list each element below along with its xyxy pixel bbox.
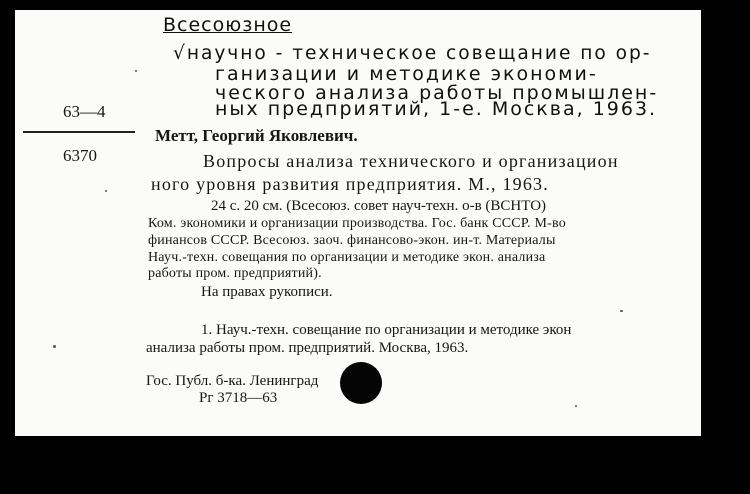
title-line-2: ного уровня развития предприятия. М., 1963.	[151, 174, 549, 194]
title-line-1: Вопросы анализа технического и организацион	[203, 151, 619, 171]
shelfmark: Рг 3718—63	[199, 390, 278, 406]
handwritten-line-4: ных предприятий, 1-е. Москва, 1963.	[215, 98, 658, 120]
handwritten-line-1: √научно - техническое совещание по ор-	[173, 42, 652, 64]
description-line-1: 24 с. 20 см. (Всесоюз. совет науч-техн. о-в (ВСНТО)	[211, 198, 547, 214]
description-line-2: Ком. экономики и организации производства. Гос. банк СССР. М-во	[148, 216, 566, 231]
handwritten-title: Всесоюзное	[163, 14, 293, 36]
description-line-4: Науч.-техн. совещания по организации и методике экон. анализа	[148, 250, 546, 265]
speck	[53, 345, 56, 348]
speck	[620, 310, 623, 312]
class-number-upper: 63—4	[63, 102, 106, 121]
subject-note-line-2: анализа работы пром. предприятий. Москва, 1963.	[146, 340, 469, 356]
speck	[135, 70, 137, 72]
handwritten-line-3: ческого анализа работы промышлен-	[215, 82, 659, 104]
library-name: Гос. Публ. б-ка. Ленинград	[146, 373, 319, 389]
author-heading: Метт, Георгий Яковлевич.	[155, 126, 358, 145]
description-line-5: работы пром. предприятий).	[148, 266, 322, 281]
catalog-card	[15, 10, 701, 436]
handwritten-line-2: ганизации и методике экономи-	[215, 63, 598, 85]
rights-note: На правах рукописи.	[201, 284, 333, 300]
speck	[105, 190, 107, 192]
class-number-lower: 6370	[63, 146, 97, 165]
punch-hole	[340, 362, 382, 404]
subject-note-line-1: 1. Науч.-техн. совещание по организации и методике экон	[201, 322, 572, 338]
class-divider	[23, 131, 135, 133]
speck	[575, 405, 577, 407]
description-line-3: финансов СССР. Всесоюз. заоч. финансово-экон. ин-т. Материалы	[148, 233, 556, 248]
